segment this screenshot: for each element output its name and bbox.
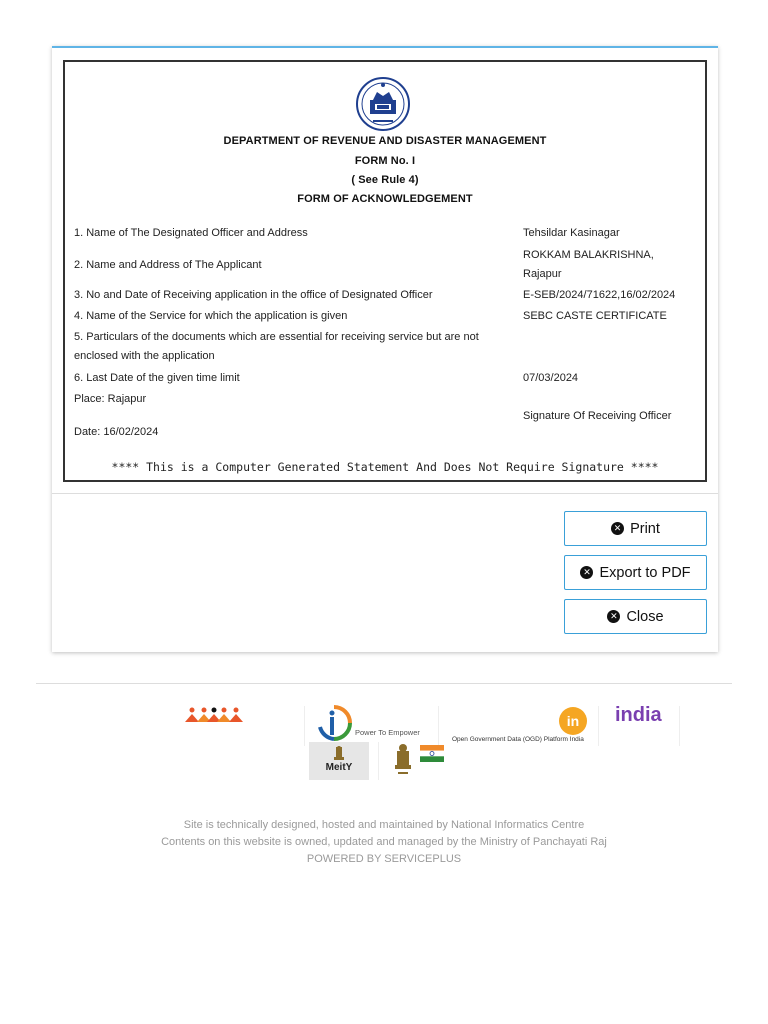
odisha-emblem-icon — [355, 76, 411, 132]
ogd-circle-icon — [558, 706, 588, 736]
ogd-label: Open Government Data (OGD) Platform India — [452, 736, 584, 743]
footer-divider — [36, 683, 732, 684]
credits-line-powered: POWERED BY SERVICEPLUS — [306, 853, 462, 865]
credits-line-nic: Site is technically designed, hosted and maintained by National Informatics Centre — [183, 819, 585, 831]
form-title: FORM OF ACKNOWLEDGEMENT — [297, 193, 473, 205]
logo-separator — [598, 706, 599, 746]
export-pdf-button-label: Export to PDF — [599, 564, 691, 581]
row-documents-label-line2: enclosed with the application — [74, 350, 215, 362]
credits-line-ministry: Contents on this website is owned, updated and managed by the Ministry of Panchayati Raj — [161, 836, 607, 848]
acknowledgement-card — [52, 46, 718, 652]
svg-text:in: in — [566, 713, 580, 729]
national-emblem-icon[interactable] — [392, 742, 414, 778]
meity-logo[interactable] — [309, 742, 369, 780]
close-circle-icon: ✕ — [580, 566, 593, 579]
card-divider — [52, 493, 718, 494]
row-applicant-label: 2. Name and Address of The Applicant — [74, 259, 262, 271]
ogd-india-logo[interactable] — [450, 706, 590, 746]
india-gov-logo[interactable]: india — [615, 704, 662, 726]
computer-generated-note: **** This is a Computer Generated Statement And Does Not Require Signature **** — [111, 460, 659, 474]
logo-separator — [378, 742, 379, 780]
signature-text: Signature Of Receiving Officer — [523, 410, 672, 422]
print-button-label: Print — [630, 520, 660, 537]
acknowledgement-form — [63, 60, 707, 482]
print-button[interactable] — [564, 511, 707, 546]
site-credits — [0, 817, 768, 868]
row-applicant-value-line2: Rajapur — [523, 268, 562, 280]
date-text: Date: 16/02/2024 — [74, 426, 159, 438]
row-documents-label: 5. Particulars of the documents which are essential for receiving service but are not — [74, 331, 479, 343]
logo-separator — [304, 706, 305, 746]
digital-india-logo[interactable] — [316, 705, 436, 743]
meity-label: MeitY — [325, 762, 353, 773]
india-flag-icon — [420, 745, 444, 762]
digital-india-icon — [316, 705, 352, 743]
close-button-label: Close — [626, 608, 664, 625]
row-service-label: 4. Name of the Service for which the application is given — [74, 310, 348, 322]
row-last-date-value: 07/03/2024 — [523, 372, 579, 384]
close-button[interactable] — [564, 599, 707, 634]
export-pdf-button[interactable] — [564, 555, 707, 590]
digital-india-tagline: Power To Empower — [355, 728, 420, 737]
row-applicant-value: ROKKAM BALAKRISHNA, — [523, 249, 654, 261]
form-rule: ( See Rule 4) — [351, 174, 419, 186]
place-text: Place: Rajapur — [74, 393, 147, 405]
row-designated-officer-label: 1. Name of The Designated Officer and Address — [74, 227, 308, 239]
row-last-date-label: 6. Last Date of the given time limit — [74, 372, 240, 384]
row-service-value: SEBC CASTE CERTIFICATE — [523, 310, 667, 322]
form-number: FORM No. I — [354, 155, 416, 167]
close-circle-icon: ✕ — [611, 522, 624, 535]
department-title: DEPARTMENT OF REVENUE AND DISASTER MANAGEMENT — [223, 135, 547, 147]
close-circle-icon: ✕ — [607, 610, 620, 623]
row-application-no-value: E-SEB/2024/71622,16/02/2024 — [523, 289, 676, 301]
serviceplus-logo-icon[interactable] — [183, 706, 245, 726]
ashoka-emblem-icon — [333, 745, 345, 761]
row-application-no-label: 3. No and Date of Receiving application in the office of Designated Officer — [74, 289, 433, 301]
logo-separator — [438, 706, 439, 746]
logo-separator — [679, 706, 680, 746]
row-designated-officer-value: Tehsildar Kasinagar — [523, 227, 620, 239]
